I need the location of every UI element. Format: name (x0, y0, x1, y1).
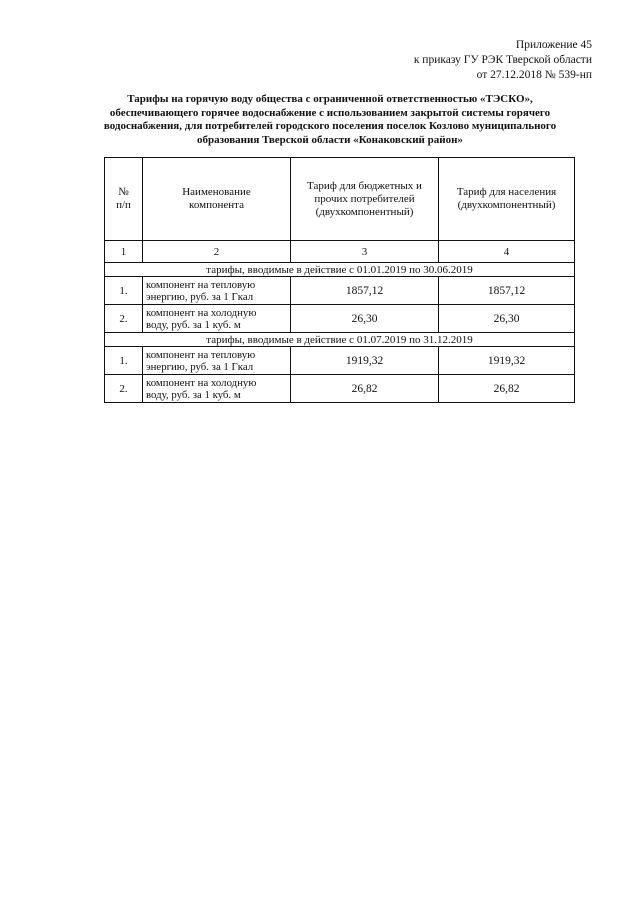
period-row (105, 263, 575, 277)
budget-tariff-value: 1857,12 (291, 277, 439, 305)
column-number: 4 (439, 241, 575, 263)
budget-tariff-value: 1919,32 (291, 347, 439, 375)
row-number: 2. (105, 375, 143, 403)
appendix-number: Приложение 45 (515, 39, 592, 51)
order-reference: к приказу ГУ РЭК Тверской области (413, 54, 592, 66)
column-number: 1 (105, 241, 143, 263)
component-name: компонент на холодную воду, руб. за 1 куб. м (143, 305, 291, 333)
title-line: водоснабжения, для потребителей городского поселения поселок Козлово муниципального (103, 120, 557, 132)
col-header-budget-tariff: Тариф для бюджетных и прочих потребителей (двухкомпонентный) (291, 158, 439, 241)
appendix-header (414, 38, 592, 83)
col-header-number: № п/п (105, 158, 143, 241)
row-number: 2. (105, 305, 143, 333)
table-row (105, 305, 575, 333)
period-label: тарифы, вводимые в действие с 01.07.2019 по 31.12.2019 (105, 333, 575, 347)
order-date: от 27.12.2018 № 539-нп (476, 69, 592, 81)
row-number: 1. (105, 277, 143, 305)
population-tariff-value: 26,30 (439, 305, 575, 333)
document-title (70, 93, 590, 147)
period-row (105, 333, 575, 347)
title-line: обеспечивающего горячее водоснабжение с использованием закрытой системы горячего (109, 106, 551, 119)
table-row (105, 277, 575, 305)
population-tariff-value: 1857,12 (439, 277, 575, 305)
component-name: компонент на холодную воду, руб. за 1 куб. м (143, 375, 291, 403)
table-row (105, 347, 575, 375)
col-header-population-tariff: Тариф для населения (двухкомпонентный) (439, 158, 575, 241)
component-name: компонент на тепловую энергию, руб. за 1 Гкал (143, 347, 291, 375)
population-tariff-value: 26,82 (439, 375, 575, 403)
budget-tariff-value: 26,82 (291, 375, 439, 403)
title-line: образования Тверской области «Конаковский район» (197, 133, 463, 146)
table-row (105, 375, 575, 403)
column-number: 3 (291, 241, 439, 263)
tariff-table (104, 157, 575, 403)
population-tariff-value: 1919,32 (439, 347, 575, 375)
column-number: 2 (143, 241, 291, 263)
budget-tariff-value: 26,30 (291, 305, 439, 333)
column-number-row (105, 241, 575, 263)
title-line: Тарифы на горячую воду общества с ограниченной ответственностью «ТЭСКО», (127, 93, 533, 105)
row-number: 1. (105, 347, 143, 375)
table-header-row (105, 158, 575, 241)
col-header-component: Наименование компонента (143, 158, 291, 241)
period-label: тарифы, вводимые в действие с 01.01.2019 по 30.06.2019 (105, 263, 575, 277)
component-name: компонент на тепловую энергию, руб. за 1 Гкал (143, 277, 291, 305)
